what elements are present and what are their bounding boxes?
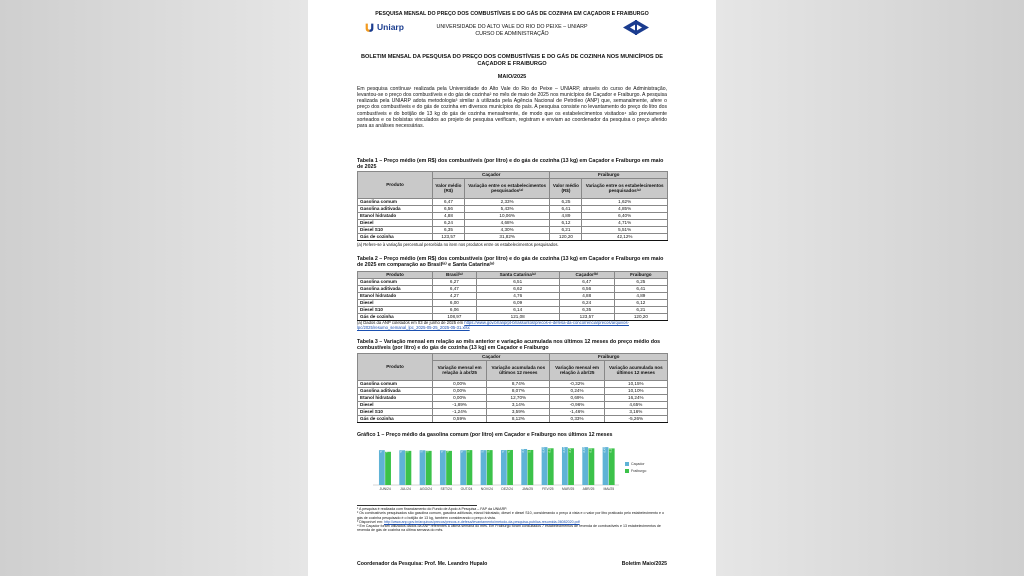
table-cell: 6,47 xyxy=(433,199,465,206)
bar-data-label: 5,95 xyxy=(480,447,485,453)
table-cell: 120,20 xyxy=(550,234,582,241)
table-cell: 5,51% xyxy=(582,227,668,234)
table-cell: 4,88 xyxy=(433,213,465,220)
footnote-2: ² Os combustíveis pesquisados são gasolina comum, gasolina aditivada, etanol hidratado, diesel e diesel S10, considerando o preço à vista e o valor por litro praticado pelo estabelecimento e o gás de cozinha pesquisado é o botijão de 13 kg, também considerando o preço à vista. xyxy=(357,511,665,520)
legend-swatch xyxy=(625,462,629,466)
table-cell: 6,00 xyxy=(433,300,477,307)
bar-data-label: 5,67 xyxy=(385,447,390,453)
table-cell: 6,27 xyxy=(433,279,477,286)
document-page xyxy=(308,0,716,576)
footnote-1: ¹ A pesquisa é realizada com financiamento do Fundo de Apoio à Pesquisa – FAP da UNIARP. xyxy=(357,507,508,511)
table2-header-produto: Produto xyxy=(358,272,433,279)
table-cell: 8,74% xyxy=(487,381,550,388)
x-tick-label: ABR/25 xyxy=(582,487,595,491)
table1-header-produto: Produto xyxy=(358,172,433,199)
table-cell: 6,41 xyxy=(614,286,667,293)
table-row xyxy=(358,307,668,314)
bar-caador-5 xyxy=(481,450,487,485)
table1-header-valor: Valor médio (R$) xyxy=(433,179,465,199)
table-cell: 6,40% xyxy=(582,213,668,220)
table-cell-product: Gás de cozinha xyxy=(358,416,433,423)
table-cell: -1,24% xyxy=(433,409,487,416)
bar-data-label: 5,93 xyxy=(399,447,404,453)
table-cell-product: Diesel S10 xyxy=(358,307,433,314)
x-tick-label: JUN/24 xyxy=(379,487,391,491)
administracao-logo-icon xyxy=(621,19,651,36)
table3-header-fraiburgo: Fraiburgo xyxy=(550,354,668,361)
table-cell: 1,62% xyxy=(582,199,668,206)
table-cell-product: Diesel S10 xyxy=(358,227,433,234)
legend-label: Caçador xyxy=(631,462,645,466)
table-cell-product: Gasolina comum xyxy=(358,199,433,206)
table-cell: 6,56 xyxy=(433,206,465,213)
bar-data-label: 5,83 xyxy=(405,447,410,453)
bar-data-label: 5,96 xyxy=(500,447,505,453)
table-cell: 6,41 xyxy=(550,206,582,213)
table-cell-product: Etanol hidratado xyxy=(358,395,433,402)
gasoline-price-chart xyxy=(357,441,668,496)
background-left xyxy=(0,0,308,576)
table-cell: 3,14% xyxy=(487,402,550,409)
table1-header-valor: Valor médio (R$) xyxy=(550,179,582,199)
table1-caption: Tabela 1 – Preço médio (em R$) dos combustíveis (por litro) e do gás de cozinha (13 kg) em Caçador e Fraiburgo em maio de 2025 xyxy=(357,158,664,171)
table-cell-product: Diesel S10 xyxy=(358,409,433,416)
table-cell-product: Gás de cozinha xyxy=(358,314,433,321)
bar-caador-0 xyxy=(379,450,385,485)
table1-header-variacao: Variação entre os estabelecimentos pesquisados⁽ᵃ⁾ xyxy=(464,179,550,199)
bar-fraiburgo-3 xyxy=(446,451,452,485)
footnote-divider xyxy=(357,505,477,506)
bar-data-label: 6,15 xyxy=(521,447,526,453)
table-cell: 12,70% xyxy=(487,395,550,402)
header-title: PESQUISA MENSAL DO PREÇO DOS COMBUSTÍVEIS E DO GÁS DE COZINHA EM CAÇADOR E FRAIBURGO xyxy=(375,11,649,17)
table1 xyxy=(357,171,668,241)
table-cell: 6,21 xyxy=(614,307,667,314)
table-cell: 123,57 xyxy=(559,314,614,321)
table-cell: 0,24% xyxy=(550,388,604,395)
table-cell-product: Etanol hidratado xyxy=(358,213,433,220)
table-cell: 5,43% xyxy=(464,206,550,213)
table-cell: 6,12 xyxy=(550,220,582,227)
table-cell: 4,89 xyxy=(550,213,582,220)
bar-fraiburgo-11 xyxy=(609,448,615,485)
table-cell: 6,24 xyxy=(559,300,614,307)
table-cell: -0,32% xyxy=(550,381,604,388)
table-cell: 6,35 xyxy=(559,307,614,314)
table-cell: 6,14 xyxy=(476,307,559,314)
bar-data-label: 5,98 xyxy=(507,447,512,453)
table-cell: 0,33% xyxy=(550,416,604,423)
legend-label: Fraiburgo xyxy=(631,469,647,473)
bar-data-label: 5,96 xyxy=(466,447,471,453)
table-cell: 0,00% xyxy=(433,381,487,388)
table-cell: 6,56 xyxy=(559,286,614,293)
table3-header-cacador: Caçador xyxy=(433,354,550,361)
table-row xyxy=(358,199,668,206)
background-right xyxy=(716,0,1024,576)
table2-header-santa-catarina: Santa Catarina⁽ᵃ⁾ xyxy=(476,272,559,279)
bar-caador-2 xyxy=(420,450,426,485)
x-tick-label: MAR/25 xyxy=(562,487,575,491)
table-cell: 6,62 xyxy=(476,286,559,293)
table-row xyxy=(358,388,668,395)
header-course: CURSO DE ADMINISTRAÇÃO xyxy=(475,30,549,37)
table-cell-product: Gasolina comum xyxy=(358,381,433,388)
table-cell: 6,06 xyxy=(433,307,477,314)
header-university: UNIVERSIDADE DO ALTO VALE DO RIO DO PEIXE – UNIARP xyxy=(436,24,588,30)
bulletin-title: BOLETIM MENSAL DA PESQUISA DO PREÇO DOS COMBUSTÍVEIS E DO GÁS DE COZINHA NOS MUNICÍPIOS DE CAÇADOR E FRAIBURGO xyxy=(361,54,663,67)
table2 xyxy=(357,271,668,321)
table-cell: 120,20 xyxy=(614,314,667,321)
table-cell: 6,47 xyxy=(433,286,477,293)
table-cell: 0,00% xyxy=(433,388,487,395)
table-row xyxy=(358,234,668,241)
bar-data-label: 6,47 xyxy=(582,447,587,453)
table1-header-fraiburgo: Fraiburgo xyxy=(550,172,668,179)
table-row xyxy=(358,402,668,409)
table3 xyxy=(357,353,668,423)
table-cell: -1,89% xyxy=(433,402,487,409)
table-cell-product: Gasolina aditivada xyxy=(358,206,433,213)
table2-source-link[interactable]: https://www.gov.br/anp/pt-br/assuntos/precos-e-defesa-da-concorrencia/precos/arquivos-lpc/2025/resumo_semanal_lpc_2025-05-25_2025-05-31.xlsx xyxy=(357,320,629,330)
bar-caador-6 xyxy=(501,450,507,485)
table3-caption: Tabela 3 – Variação mensal em relação ao mês anterior e variação acumulada nos últimos 12 meses do preço médio dos combustíveis (por litro) e do gás de cozinha (13 kg) em Caçador e Fraiburgo xyxy=(357,339,661,352)
table3-header-acumulada: Variação acumulada nos últimos 12 meses xyxy=(604,361,667,381)
bar-caador-7 xyxy=(521,449,527,485)
bar-fraiburgo-5 xyxy=(487,450,493,485)
table-cell-product: Gasolina comum xyxy=(358,279,433,286)
x-tick-label: SET/24 xyxy=(440,487,452,491)
table-cell: 0,69% xyxy=(550,395,604,402)
bar-caador-3 xyxy=(440,450,446,485)
table-cell: 6,51 xyxy=(476,279,559,286)
table-cell: 4,71% xyxy=(582,220,668,227)
table-cell: 4,68% xyxy=(464,220,550,227)
table-row xyxy=(358,213,668,220)
bar-fraiburgo-7 xyxy=(528,450,534,485)
table-cell: 4,89 xyxy=(614,293,667,300)
table-cell: 4,85% xyxy=(582,206,668,213)
table-cell-product: Gasolina aditivada xyxy=(358,286,433,293)
table3-header-produto: Produto xyxy=(358,354,433,381)
x-tick-label: DEZ/24 xyxy=(501,487,513,491)
table-cell: 108,97 xyxy=(433,314,477,321)
table1-note: (a) Refere-se à variação percentual percebida no item nos produtos entre os estabelecimentos pesquisados. xyxy=(357,242,559,247)
table-row xyxy=(358,206,668,213)
table-cell: 2,33% xyxy=(464,199,550,206)
footer-coordinator: Coordenador da Pesquisa: Prof. Me. Leandro Hupalo xyxy=(357,561,488,567)
bar-fraiburgo-8 xyxy=(548,448,554,485)
table-cell: -5,26% xyxy=(604,416,667,423)
footnote-4: ⁴ Em Caçador foram utilizados dados da ANP referentes à última semana do mês. Em Fraiburgo foram consultados 7 estabelecimentos de revenda de combustíveis e 13 estabelecimentos de revenda de gás de cozinha na última semana do mês. xyxy=(357,524,661,533)
table-cell-product: Diesel xyxy=(358,300,433,307)
bulletin-month: MAIO/2025 xyxy=(497,74,527,80)
bar-data-label: 5,95 xyxy=(378,447,383,453)
table-cell: -1,46% xyxy=(550,409,604,416)
table3-header-mensal: Variação mensal em relação à abr/25 xyxy=(433,361,487,381)
table-row xyxy=(358,409,668,416)
table-cell: 6,35 xyxy=(433,227,465,234)
bar-data-label: 5,93 xyxy=(460,447,465,453)
table-cell: 121,08 xyxy=(476,314,559,321)
bar-data-label: 6,27 xyxy=(588,447,593,453)
bar-data-label: 6,47 xyxy=(561,447,566,453)
table2-header-brasil: Brasil⁽ᵃ⁾ xyxy=(433,272,477,279)
bar-data-label: 5,96 xyxy=(486,447,491,453)
bar-data-label: 6,47 xyxy=(541,447,546,453)
x-tick-label: OUT/24 xyxy=(460,487,473,491)
bar-fraiburgo-1 xyxy=(406,451,412,485)
table-cell: -0,96% xyxy=(550,402,604,409)
table-cell: 6,24 xyxy=(433,220,465,227)
footer-bulletin: Boletim Maio/2025 xyxy=(621,561,667,567)
table-cell-product: Gasolina aditivada xyxy=(358,388,433,395)
bar-data-label: 6,27 xyxy=(547,447,552,453)
table-cell: 42,12% xyxy=(582,234,668,241)
bar-data-label: 5,98 xyxy=(527,447,532,453)
table-cell: 31,82% xyxy=(464,234,550,241)
bar-caador-4 xyxy=(460,450,466,485)
x-tick-label: JUL/24 xyxy=(400,487,411,491)
x-tick-label: FEV/25 xyxy=(542,487,554,491)
table2-header-cacador: Caçador⁽ᵇ⁾ xyxy=(559,272,614,279)
table-cell: 8,12% xyxy=(487,416,550,423)
table-row xyxy=(358,293,668,300)
table-cell: 6,09 xyxy=(476,300,559,307)
table-cell: 3,16% xyxy=(604,409,667,416)
table-cell: 123,57 xyxy=(433,234,465,241)
bar-fraiburgo-4 xyxy=(467,450,473,485)
table-row xyxy=(358,300,668,307)
table-row xyxy=(358,227,668,234)
table-cell: 10,06% xyxy=(464,213,550,220)
table-row xyxy=(358,395,668,402)
table-cell: 4,88 xyxy=(559,293,614,300)
table-cell: 0,59% xyxy=(433,416,487,423)
footnotes xyxy=(357,507,667,533)
table1-header-variacao: Variação entre os estabelecimentos pesquisados⁽ᵃ⁾ xyxy=(582,179,668,199)
intro-paragraph: Em pesquisa contínua¹ realizada pela Universidade do Alto Vale do Rio do Peixe – UNIARP, através do curso de Administração, levantou-se o preço dos combustíveis e do gás de cozinha² no mês de maio de 2025 nos municípios de Caçador e Fraiburgo. A pesquisa realizada pela UNIARP adota metodologia³ similar à utilizada pela Agência Nacional de Petróleo (ANP) que, semanalmente, afere o preço dos combustíveis e do gás de cozinha em diversos municípios do país. A pesquisa consiste no levantamento do preço do litro dos combustíveis e do botijão de 13 kg do gás de cozinha mensalmente, de modo que os estabelecimentos visitados⁴ são previamente sorteados e os bolsistas vinculados ao projeto de pesquisa verificam, registram e enviam ao coordenador da pesquisa o preço aferido para as análises necessárias. xyxy=(357,86,667,129)
bar-caador-1 xyxy=(399,450,405,485)
bar-fraiburgo-2 xyxy=(426,451,432,485)
x-tick-label: MAI/25 xyxy=(603,487,615,491)
table-cell: 6,47 xyxy=(559,279,614,286)
bar-fraiburgo-9 xyxy=(568,448,574,485)
table-cell: 3,59% xyxy=(487,409,550,416)
bar-data-label: 5,83 xyxy=(446,447,451,453)
bar-data-label: 6,47 xyxy=(602,447,607,453)
table-cell-product: Diesel xyxy=(358,402,433,409)
table-cell: 4,27 xyxy=(433,293,477,300)
bar-fraiburgo-10 xyxy=(589,448,595,485)
table3-header-mensal: Variação mensal em relação à abr/25 xyxy=(550,361,604,381)
table-cell: 8,07% xyxy=(487,388,550,395)
table-cell: 4,30% xyxy=(464,227,550,234)
x-tick-label: NOV/24 xyxy=(480,487,493,491)
bar-data-label: 5,83 xyxy=(425,447,430,453)
table-cell: 6,21 xyxy=(550,227,582,234)
table-cell: 0,00% xyxy=(433,395,487,402)
table-cell: 16,24% xyxy=(604,395,667,402)
x-tick-label: JAN/25 xyxy=(521,487,534,491)
bar-fraiburgo-6 xyxy=(507,450,513,485)
bar-data-label: 5,93 xyxy=(439,447,444,453)
bar-fraiburgo-0 xyxy=(385,452,391,485)
bar-data-label: 6,27 xyxy=(568,447,573,453)
table-cell-product: Diesel xyxy=(358,220,433,227)
table-row xyxy=(358,286,668,293)
x-tick-label: AGO/24 xyxy=(419,487,432,491)
table2-note-text: (a) Dados da ANP coletados em 03 de junho de 2025 em xyxy=(357,320,465,325)
table-row xyxy=(358,279,668,286)
bar-data-label: 6,25 xyxy=(608,447,613,453)
footnote-3-text: ³ Disponível em: xyxy=(357,519,384,524)
table-cell: 6,25 xyxy=(614,279,667,286)
table-row xyxy=(358,416,668,423)
table3-header-acumulada: Variação acumulada nos últimos 12 meses xyxy=(487,361,550,381)
table-cell-product: Etanol hidratado xyxy=(358,293,433,300)
table-cell: 6,25 xyxy=(550,199,582,206)
table-cell: 4,65% xyxy=(604,402,667,409)
table-cell: 4,76 xyxy=(476,293,559,300)
bar-data-label: 5,93 xyxy=(419,447,424,453)
uniarp-logo-text: Uniarp xyxy=(377,22,404,32)
chart-caption: Gráfico 1 – Preço médio da gasolina comum (por litro) em Caçador e Fraiburgo nos últimos 12 meses xyxy=(357,432,613,438)
table2-caption: Tabela 2 – Preço médio (em R$) dos combustíveis (por litro) e do gás de cozinha (13 kg) em Caçador e Fraiburgo em maio de 2025 em comparação ao Brasil⁽ᵃ⁾ e Santa Catarina⁽ᵃ⁾ xyxy=(357,256,664,269)
table-cell: 10,10% xyxy=(604,388,667,395)
table-cell: 10,15% xyxy=(604,381,667,388)
footnote-3-link[interactable]: http://www.anp.gov.br/arquivos/precos/precos-e-defesa/levantamento/metodo-da-pesquisa-publica-resumida-06082020.pdf xyxy=(383,519,580,524)
table1-header-cacador: Caçador xyxy=(433,172,550,179)
legend-swatch xyxy=(625,469,629,473)
table-row xyxy=(358,220,668,227)
table2-header-fraiburgo: Fraiburgo xyxy=(614,272,667,279)
table-cell: 6,12 xyxy=(614,300,667,307)
table-cell-product: Gás de cozinha xyxy=(358,234,433,241)
table2-note xyxy=(357,320,667,330)
table-row xyxy=(358,381,668,388)
